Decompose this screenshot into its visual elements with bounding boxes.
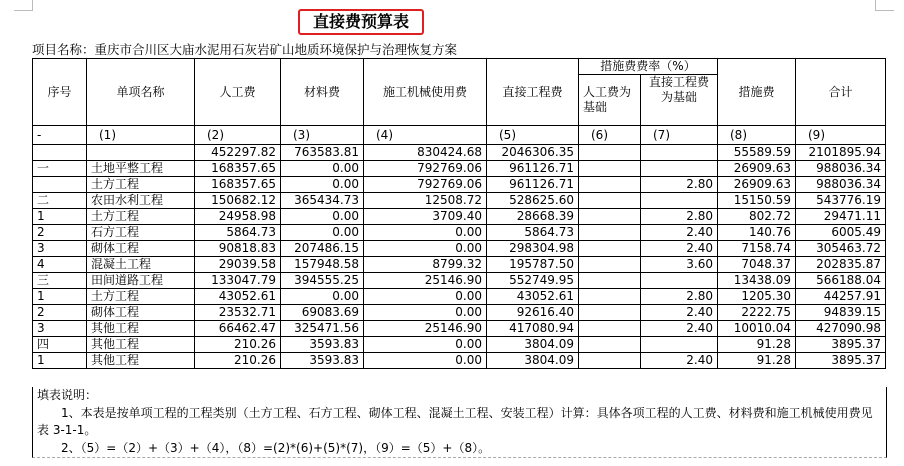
table-cell: 961126.71	[487, 161, 579, 177]
table-cell: 133047.79	[195, 273, 281, 289]
table-cell	[641, 193, 718, 209]
table-cell: 168357.65	[195, 161, 281, 177]
table-cell: 202835.87	[796, 257, 886, 273]
table-cell: 210.26	[195, 337, 281, 353]
table-cell: 988036.34	[796, 161, 886, 177]
table-cell: 92616.40	[487, 305, 579, 321]
table-cell: 543776.19	[796, 193, 886, 209]
table-row	[33, 225, 886, 241]
index-cell: (8)	[718, 126, 796, 145]
table-cell: 7048.37	[718, 257, 796, 273]
index-cell: (7)	[641, 126, 718, 145]
table-cell: 0.00	[281, 161, 364, 177]
index-cell: (5)	[487, 126, 579, 145]
table-cell: 394555.25	[281, 273, 364, 289]
index-cell: (9)	[796, 126, 886, 145]
table-cell: 3895.37	[796, 353, 886, 369]
table-cell: 三	[33, 273, 87, 289]
table-cell	[33, 145, 87, 161]
table-cell	[579, 257, 641, 273]
table-cell: 528625.60	[487, 193, 579, 209]
table-cell	[579, 225, 641, 241]
table-cell: 43052.61	[195, 289, 281, 305]
table-cell: 3	[33, 241, 87, 257]
notes	[32, 387, 887, 458]
table-cell: 55589.59	[718, 145, 796, 161]
index-cell: -	[33, 126, 87, 145]
table-cell: 4	[33, 257, 87, 273]
table-cell: 566188.04	[796, 273, 886, 289]
table-cell: 43052.61	[487, 289, 579, 305]
table-cell: 2101895.94	[796, 145, 886, 161]
table-cell: 1205.30	[718, 289, 796, 305]
table-cell: 0.00	[364, 337, 487, 353]
table-cell: 土方工程	[87, 177, 195, 193]
table-row	[33, 241, 886, 257]
table-cell: 5864.73	[487, 225, 579, 241]
table-cell: 210.26	[195, 353, 281, 369]
project-name: 项目名称：重庆市合川区大庙水泥用石灰岩矿山地质环境保护与治理恢复方案	[32, 42, 458, 57]
table-row	[33, 337, 886, 353]
table-row	[33, 257, 886, 273]
table-cell: 207486.15	[281, 241, 364, 257]
table-cell: 砌体工程	[87, 241, 195, 257]
table-cell: 417080.94	[487, 321, 579, 337]
table-cell: 1	[33, 209, 87, 225]
table-cell: 3804.09	[487, 353, 579, 369]
table-cell: 168357.65	[195, 177, 281, 193]
table-cell: 土地平整工程	[87, 161, 195, 177]
table-cell: 2.80	[641, 289, 718, 305]
table-cell: 7158.74	[718, 241, 796, 257]
table-cell: 土方工程	[87, 209, 195, 225]
table-cell: 石方工程	[87, 225, 195, 241]
table-row	[33, 305, 886, 321]
table-cell	[33, 177, 87, 193]
table-cell: 25146.90	[364, 321, 487, 337]
table-row	[33, 353, 886, 369]
page-corner-mark	[875, 0, 894, 11]
table-row	[33, 177, 886, 193]
table-cell: 0.00	[281, 289, 364, 305]
table-cell: 29039.58	[195, 257, 281, 273]
header-rate-group: 措施费费率（%）	[579, 59, 718, 75]
table-cell: 2046306.35	[487, 145, 579, 161]
table-cell: 802.72	[718, 209, 796, 225]
table-cell: 552749.95	[487, 273, 579, 289]
header-rate-direct: 直接工程费为基础	[641, 75, 718, 126]
page-corner-mark	[14, 0, 33, 11]
table-row	[33, 209, 886, 225]
table-cell: 792769.06	[364, 161, 487, 177]
table-cell: 5864.73	[195, 225, 281, 241]
table-cell: 94839.15	[796, 305, 886, 321]
table-cell: 其他工程	[87, 353, 195, 369]
table-cell: 2.40	[641, 353, 718, 369]
table-cell: 2.40	[641, 225, 718, 241]
table-cell	[641, 337, 718, 353]
table-cell: 140.76	[718, 225, 796, 241]
index-cell: (2)	[195, 126, 281, 145]
table-cell: 298304.98	[487, 241, 579, 257]
table-cell: 69083.69	[281, 305, 364, 321]
table-cell	[579, 353, 641, 369]
table-cell: 988036.34	[796, 177, 886, 193]
table-cell: 3.60	[641, 257, 718, 273]
table-cell: 3593.83	[281, 353, 364, 369]
table-cell: 15150.59	[718, 193, 796, 209]
table-cell	[579, 305, 641, 321]
table-cell: 23532.71	[195, 305, 281, 321]
table-cell: 91.28	[718, 353, 796, 369]
table-row	[33, 273, 886, 289]
table-cell: 0.00	[281, 177, 364, 193]
table-cell	[579, 289, 641, 305]
table-cell: 3	[33, 321, 87, 337]
table-cell: 混凝土工程	[87, 257, 195, 273]
table-cell	[579, 177, 641, 193]
table-cell: 90818.83	[195, 241, 281, 257]
table-cell: 157948.58	[281, 257, 364, 273]
table-cell: 一	[33, 161, 87, 177]
table-cell: 二	[33, 193, 87, 209]
table-cell: 0.00	[364, 305, 487, 321]
table-cell	[579, 193, 641, 209]
table-cell	[87, 145, 195, 161]
index-cell: (4)	[364, 126, 487, 145]
table-cell: 2.40	[641, 241, 718, 257]
table-cell: 365434.73	[281, 193, 364, 209]
header-machine: 施工机械使用费	[364, 59, 487, 126]
header-name: 单项名称	[87, 59, 195, 126]
table-cell: 10010.04	[718, 321, 796, 337]
table-cell: 1	[33, 289, 87, 305]
index-cell: (6)	[579, 126, 641, 145]
table-row	[33, 289, 886, 305]
table-cell: 2	[33, 225, 87, 241]
table-cell: 452297.82	[195, 145, 281, 161]
table-cell: 28668.39	[487, 209, 579, 225]
table-cell	[579, 209, 641, 225]
table-cell: 830424.68	[364, 145, 487, 161]
table-cell: 其他工程	[87, 337, 195, 353]
index-cell: (3)	[281, 126, 364, 145]
table-cell: 150682.12	[195, 193, 281, 209]
table-cell: 792769.06	[364, 177, 487, 193]
index-row	[33, 126, 886, 145]
table-cell: 2	[33, 305, 87, 321]
table-cell: 0.00	[281, 209, 364, 225]
table-cell	[579, 337, 641, 353]
table-cell: 8799.32	[364, 257, 487, 273]
table-cell: 1	[33, 353, 87, 369]
header-rate-labor: 人工费为基础	[579, 75, 641, 126]
header-total: 合计	[796, 59, 886, 126]
table-cell: 763583.81	[281, 145, 364, 161]
table-row	[33, 321, 886, 337]
notes-heading: 填表说明：	[37, 388, 98, 402]
table-cell: 25146.90	[364, 273, 487, 289]
table-cell	[579, 145, 641, 161]
table-cell	[641, 273, 718, 289]
table-cell: 325471.56	[281, 321, 364, 337]
table-cell: 305463.72	[796, 241, 886, 257]
table-cell	[579, 273, 641, 289]
table-cell: 2.80	[641, 209, 718, 225]
notes-line-2: 2、（5）=（2）+（3）+（4），（8）=(2)*(6)+(5)*(7)，（9）=（5）+（8）。	[61, 440, 491, 455]
table-cell	[641, 145, 718, 161]
table-cell	[579, 321, 641, 337]
table-cell: 2.40	[641, 321, 718, 337]
table-cell: 961126.71	[487, 177, 579, 193]
table-cell: 田间道路工程	[87, 273, 195, 289]
index-cell: (1)	[87, 126, 195, 145]
table-cell	[579, 161, 641, 177]
header-labor: 人工费	[195, 59, 281, 126]
table-title: 直接费预算表	[298, 9, 424, 35]
table-cell: 四	[33, 337, 87, 353]
table-cell: 13438.09	[718, 273, 796, 289]
table-cell: 0.00	[364, 241, 487, 257]
table-cell: 2.80	[641, 177, 718, 193]
table-cell: 66462.47	[195, 321, 281, 337]
table-cell: 427090.98	[796, 321, 886, 337]
notes-line-1: 1、本表是按单项工程的工程类别（土方工程、石方工程、砌体工程、混凝土工程、安装工程）计算：具体各项工程的人工费、材料费和施工机械使用费见表 3-1-1。	[37, 405, 873, 437]
table-cell: 0.00	[364, 225, 487, 241]
table-row	[33, 145, 886, 161]
table-cell: 44257.91	[796, 289, 886, 305]
table-cell	[641, 161, 718, 177]
table-cell: 6005.49	[796, 225, 886, 241]
table-cell: 26909.63	[718, 161, 796, 177]
table-cell: 24958.98	[195, 209, 281, 225]
table-cell: 91.28	[718, 337, 796, 353]
header-direct: 直接工程费	[487, 59, 579, 126]
table-cell: 3709.40	[364, 209, 487, 225]
table-cell: 3895.37	[796, 337, 886, 353]
table-cell: 2.40	[641, 305, 718, 321]
table-row	[33, 193, 886, 209]
header-material: 材料费	[281, 59, 364, 126]
table-cell: 农田水利工程	[87, 193, 195, 209]
table-cell: 195787.50	[487, 257, 579, 273]
table-cell: 砌体工程	[87, 305, 195, 321]
table-cell: 3804.09	[487, 337, 579, 353]
table-cell: 2222.75	[718, 305, 796, 321]
table-row	[33, 161, 886, 177]
header-seq: 序号	[33, 59, 87, 126]
header-measure: 措施费	[718, 59, 796, 126]
table-cell: 0.00	[364, 353, 487, 369]
table-cell: 29471.11	[796, 209, 886, 225]
table-cell: 其他工程	[87, 321, 195, 337]
budget-table	[32, 58, 886, 369]
table-cell: 0.00	[364, 289, 487, 305]
table-cell: 12508.72	[364, 193, 487, 209]
table-cell: 3593.83	[281, 337, 364, 353]
table-cell	[579, 241, 641, 257]
table-cell: 0.00	[281, 225, 364, 241]
table-cell: 26909.63	[718, 177, 796, 193]
table-cell: 土方工程	[87, 289, 195, 305]
